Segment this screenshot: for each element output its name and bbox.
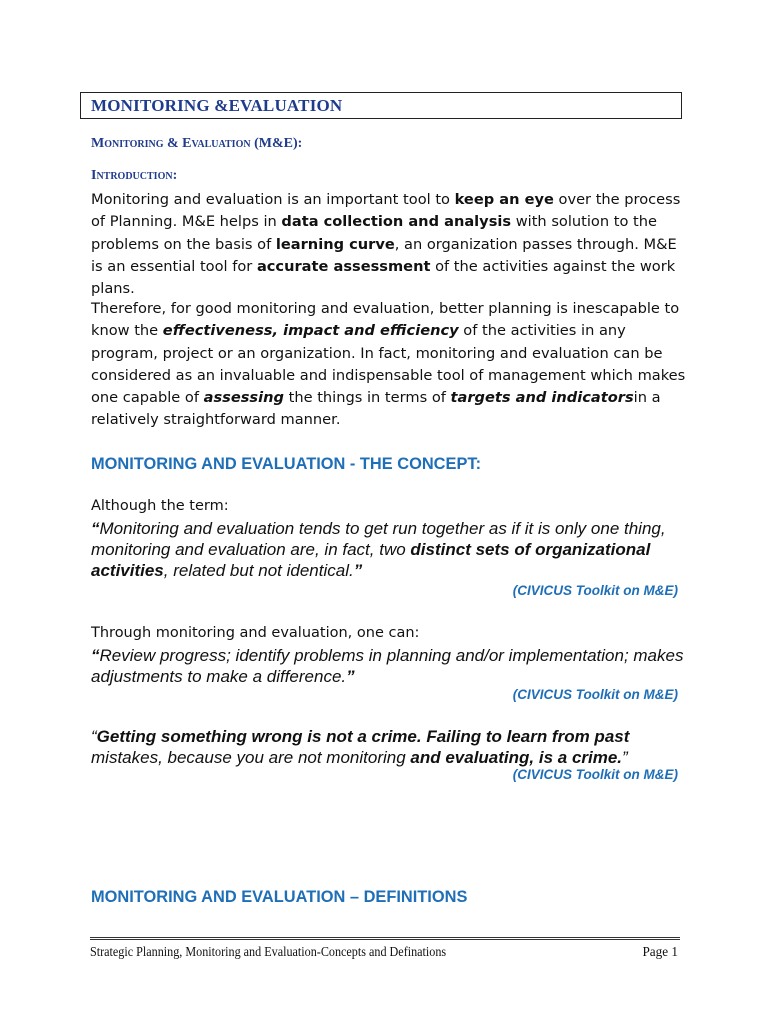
source-citation-1: (CIVICUS Toolkit on M&E) (512, 583, 678, 598)
text-run: and evaluating, is a crime. (410, 748, 623, 767)
text-run: effectiveness, impact and efficiency (162, 322, 459, 340)
text-run: accurate assessment (256, 257, 431, 275)
text-run: of the activities in any program, project or an organization. In fact, monitoring and evaluation can be considered as an invaluable and indispensable tool of management which makes one capable of (91, 322, 686, 407)
text-run: learning curve (275, 235, 395, 253)
source-citation-2: (CIVICUS Toolkit on M&E) (512, 687, 678, 702)
text-run: “ (91, 519, 100, 538)
definitions-heading: MONITORING AND EVALUATION – DEFINITIONS (91, 888, 468, 906)
text-run: Getting something wrong is not a crime. Failing to learn from past (96, 727, 630, 746)
text-run: ” (622, 748, 628, 767)
text-run: keep an eye (454, 191, 554, 208)
text-run: over the process of Planning. M&E helps in (91, 191, 681, 231)
lead-text-1: Although the term: (91, 498, 229, 514)
text-run: ” (346, 667, 355, 686)
intro-paragraph-2 (91, 298, 691, 432)
text-run: Therefore, for good monitoring and evaluation, better planning is inescapable to know the (91, 300, 680, 340)
text-run: of the activities against the work plans. (91, 257, 676, 298)
footer-page-number: Page 1 (642, 944, 678, 959)
text-run: Monitoring and evaluation is an important tool to (91, 191, 455, 208)
text-run: Monitoring and evaluation tends to get run together as if it is only one thing, monitoring and evaluation are, in fact, two (91, 519, 666, 559)
quote-2 (91, 645, 691, 687)
source-citation-3: (CIVICUS Toolkit on M&E) (512, 767, 678, 782)
text-run: “ (91, 727, 97, 746)
text-run: targets and indicators (450, 389, 634, 407)
lead-text-2: Through monitoring and evaluation, one can: (91, 625, 420, 641)
intro-paragraph-1 (91, 189, 691, 300)
text-run: the things in terms of (283, 389, 451, 407)
text-run: assessing (203, 389, 284, 407)
footer-document-title: Strategic Planning, Monitoring and Evaluation-Concepts and Definations (90, 944, 447, 959)
text-run: , an organization passes through. M&E is an essential tool for (91, 235, 677, 275)
text-run: mistakes, because you are not monitoring (91, 748, 411, 767)
section-subtitle: Monitoring & Evaluation (M&E): (91, 136, 303, 151)
text-run: data collection and analysis (281, 213, 512, 231)
text-run: distinct sets of organizational activities (91, 540, 651, 580)
document-title: MONITORING &EVALUATION (80, 92, 682, 119)
text-run: in a relatively straightforward manner. (91, 389, 661, 429)
text-run: “ (91, 646, 100, 665)
text-run: , related but not identical. (163, 561, 354, 580)
text-run: with solution to the problems on the basis of (91, 213, 657, 253)
footer-divider (90, 937, 680, 940)
intro-heading: Introduction: (91, 168, 178, 183)
quote-3 (91, 726, 691, 768)
concept-heading: MONITORING AND EVALUATION - THE CONCEPT: (91, 455, 482, 473)
text-run: Review progress; identify problems in planning and/or implementation; makes adjustments to make a difference. (91, 646, 684, 686)
text-run: ” (353, 561, 363, 580)
quote-1 (91, 518, 691, 581)
